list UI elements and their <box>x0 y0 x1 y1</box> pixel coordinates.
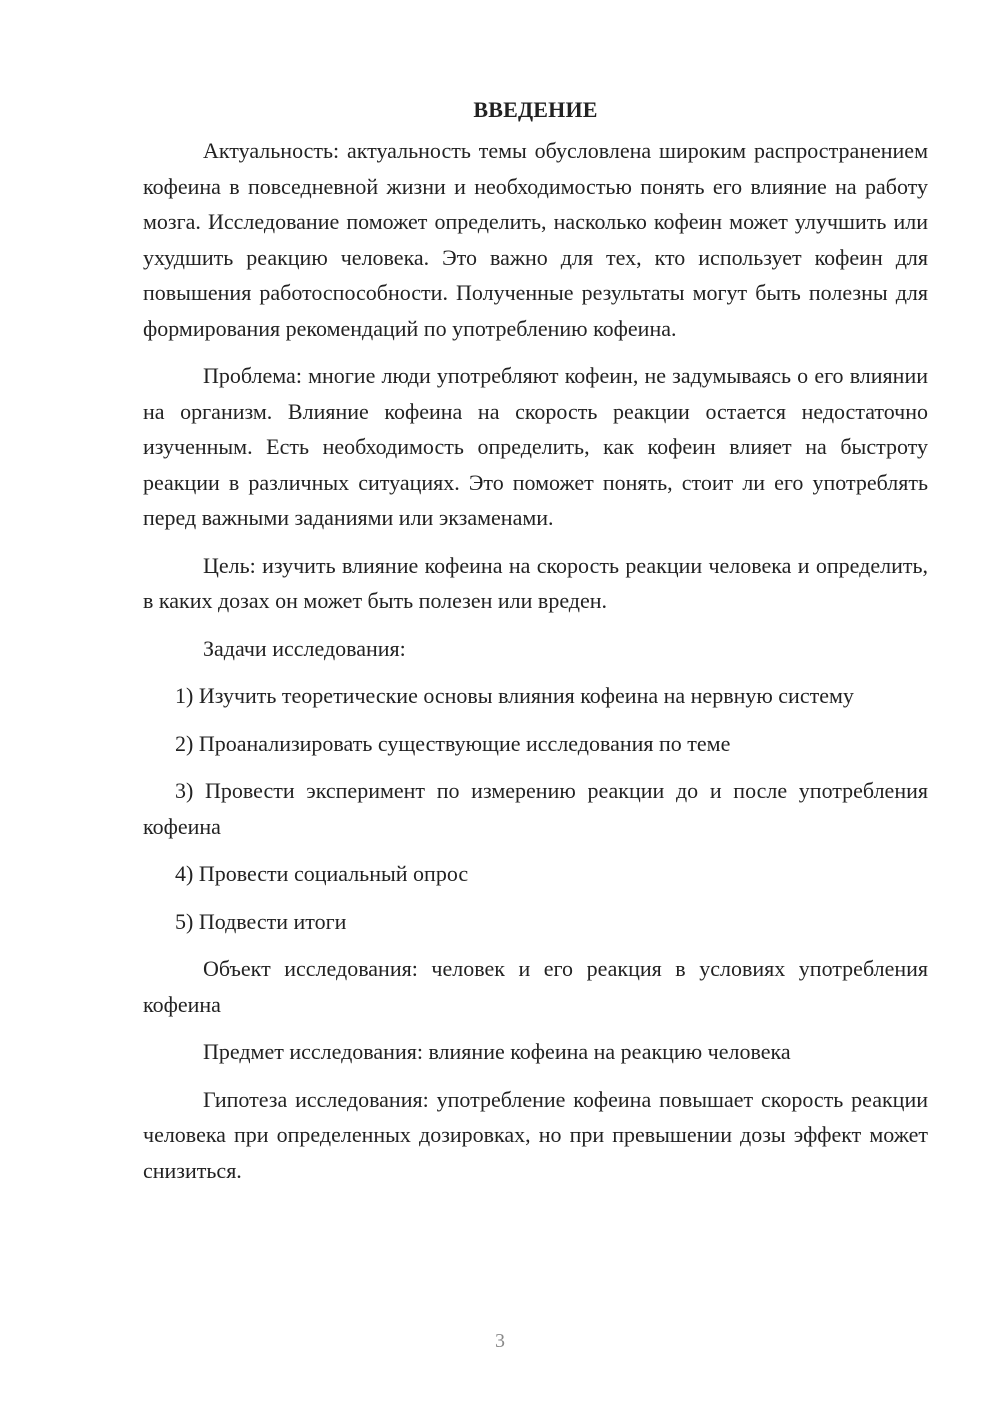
task-item: 1) Изучить теоретические основы влияния кофеина на нервную систему <box>175 683 854 708</box>
document-page <box>143 92 928 1200</box>
paragraph-object: Объект исследования: человек и его реакция в условиях употребления кофеина <box>143 956 928 1017</box>
paragraph-goal: Цель: изучить влияние кофеина на скорость реакции человека и определить, в каких дозах он может быть полезен или вреден. <box>143 552 928 613</box>
paragraph-relevance: Актуальность: актуальность темы обусловлена широким распространением кофеина в повседневной жизни и необходимостью понять его влияние на работу мозга. Исследование поможет определить, насколько кофеин может улучшить или ухудшить реакцию человека. Это важно для тех, кто использует кофеин для повышения работоспособности. Полученные результаты могут быть полезны для формирования рекомендаций по употреблению кофеина. <box>143 138 928 341</box>
paragraph-hypothesis: Гипотеза исследования: употребление кофеина повышает скорость реакции человека при определенных дозировках, но при превышении дозы эффект может снизиться. <box>143 1086 928 1183</box>
task-item: 4) Провести социальный опрос <box>175 861 469 886</box>
task-item: 5) Подвести итоги <box>175 908 347 934</box>
paragraph-subject: Предмет исследования: влияние кофеина на реакцию человека <box>203 1039 791 1064</box>
tasks-title: Задачи исследования: <box>203 635 406 661</box>
task-item: 2) Проанализировать существующие исследования по теме <box>175 730 731 756</box>
task-item: 3) Провести эксперимент по измерению реакции до и после употребления кофеина <box>143 778 928 839</box>
paragraph-problem: Проблема: многие люди употребляют кофеин, не задумываясь о его влиянии на организм. Влияние кофеина на скорость реакции остается недостаточно изученным. Есть необходимость определить, как кофеин влияет на быстроту реакции в различных ситуациях. Это поможет понять, стоит ли его употреблять перед важными заданиями или экзаменами. <box>143 363 928 530</box>
section-heading: ВВЕДЕНИЕ <box>473 97 598 122</box>
page-number: 3 <box>495 1330 505 1352</box>
